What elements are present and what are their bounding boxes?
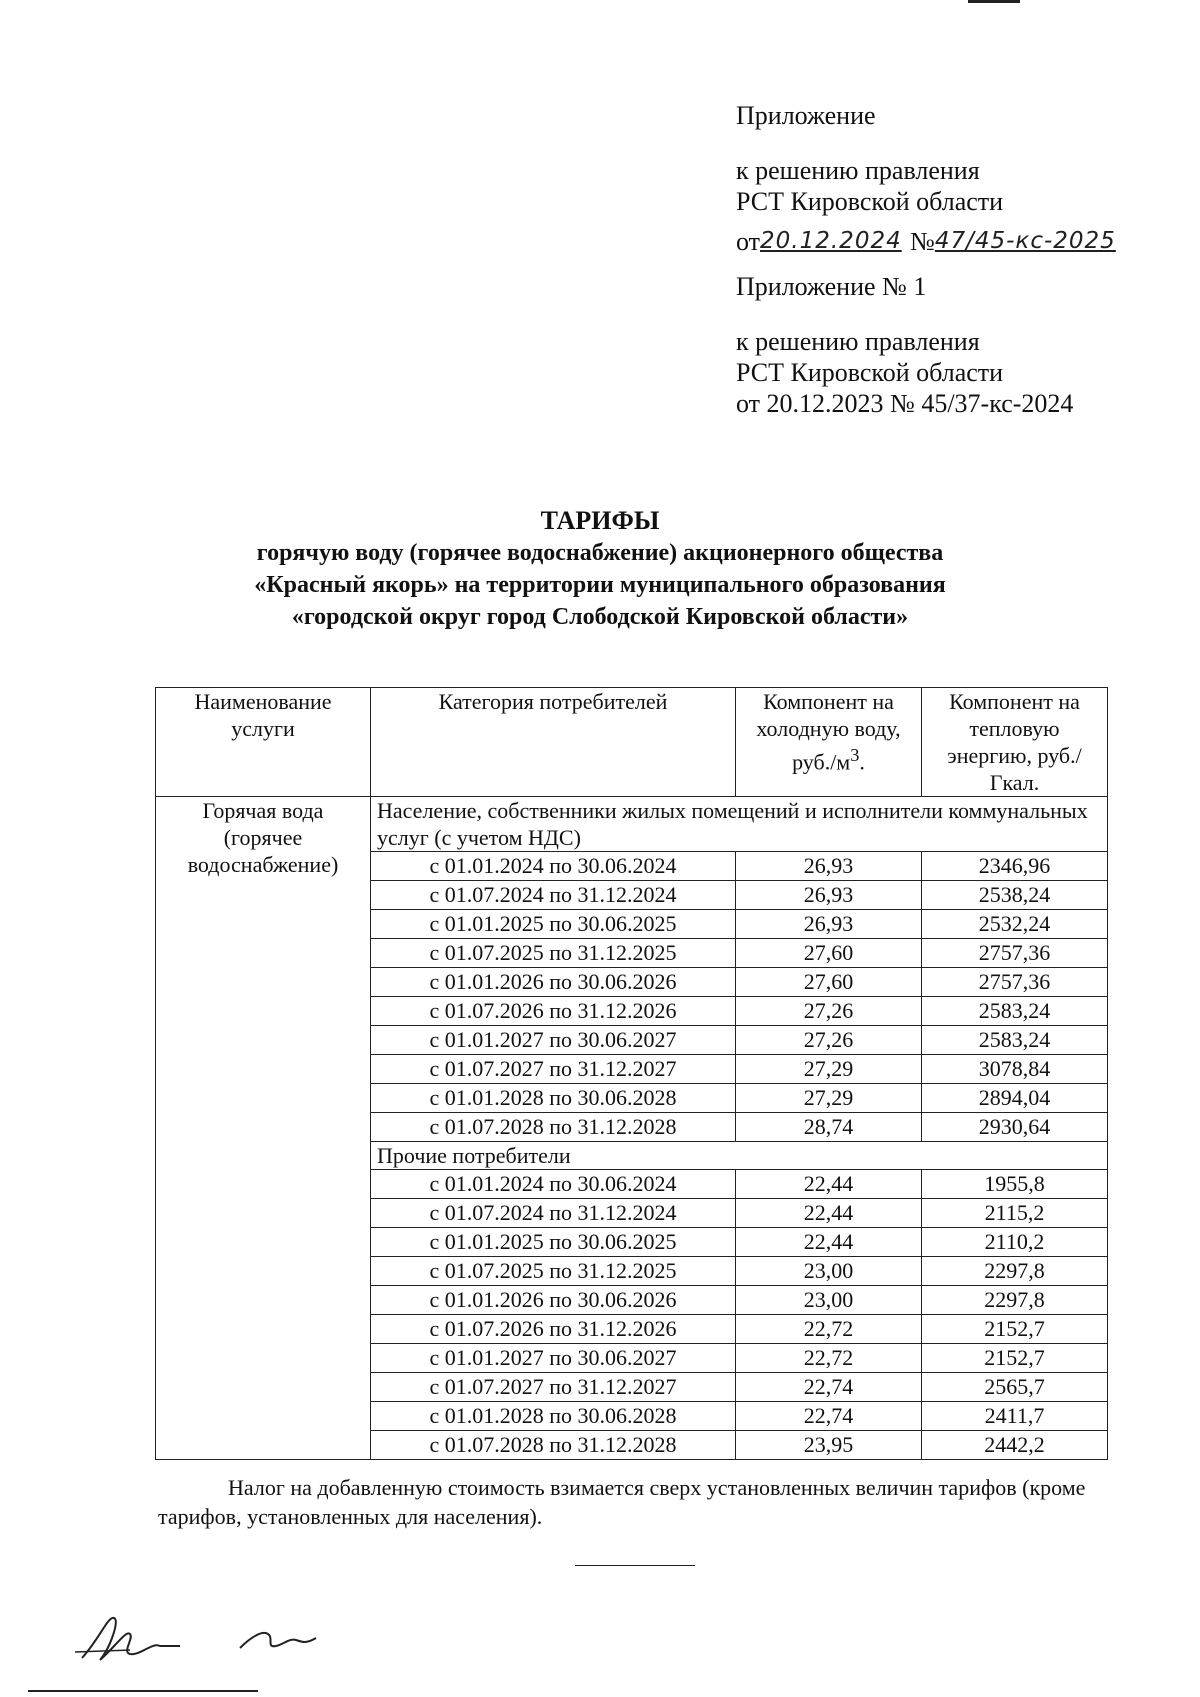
cold-water-value: 26,93 (736, 881, 922, 910)
cold-water-value: 27,60 (736, 939, 922, 968)
heat-energy-value: 2583,24 (922, 997, 1108, 1026)
heat-energy-value: 2152,7 (922, 1315, 1108, 1344)
period-cell: с 01.01.2027 по 30.06.2027 (371, 1344, 736, 1373)
cold-water-value: 23,00 (736, 1257, 922, 1286)
heat-energy-value: 2411,7 (922, 1402, 1108, 1431)
heat-energy-value: 2930,64 (922, 1113, 1108, 1142)
number-sign: № (910, 227, 935, 256)
vat-note (158, 1473, 1103, 1531)
header-service: Наименование услуги (156, 688, 371, 797)
authority-line: РСТ Кировской области (736, 187, 1004, 216)
cold-water-value: 26,93 (736, 852, 922, 881)
heat-energy-value: 2297,8 (922, 1286, 1108, 1315)
heat-energy-value: 2757,36 (922, 968, 1108, 997)
cold-water-value: 27,26 (736, 997, 922, 1026)
period-cell: с 01.07.2025 по 31.12.2025 (371, 1257, 736, 1286)
end-separator (575, 1565, 695, 1566)
cold-water-value: 22,44 (736, 1199, 922, 1228)
period-cell: с 01.07.2026 по 31.12.2026 (371, 1315, 736, 1344)
bottom-edge-line (28, 1690, 258, 1692)
document-title (140, 505, 1060, 633)
heat-energy-value: 2442,2 (922, 1431, 1108, 1460)
cold-water-value: 22,44 (736, 1170, 922, 1199)
heat-energy-value: 2115,2 (922, 1199, 1108, 1228)
consumer-group-label: Население, собственники жилых помещений и исполнители коммунальных услуг (с учетом НДС) (371, 797, 1108, 852)
period-cell: с 01.01.2028 по 30.06.2028 (371, 1084, 736, 1113)
appendix-header (736, 100, 1156, 419)
heat-energy-value: 2757,36 (922, 939, 1108, 968)
period-cell: с 01.07.2024 по 31.12.2024 (371, 881, 736, 910)
heat-energy-value: 2894,04 (922, 1084, 1108, 1113)
tariff-table (155, 687, 1108, 1460)
heat-energy-value: 2565,7 (922, 1373, 1108, 1402)
period-cell: с 01.07.2028 по 31.12.2028 (371, 1113, 736, 1142)
period-cell: с 01.01.2025 по 30.06.2025 (371, 910, 736, 939)
title-line-1: горячую воду (горячее водоснабжение) акционерного общества (256, 540, 944, 566)
cold-water-value: 26,93 (736, 910, 922, 939)
signature (70, 1608, 370, 1668)
cold-water-value: 27,26 (736, 1026, 922, 1055)
header-category: Категория потребителей (371, 688, 736, 797)
heat-energy-value: 2297,8 (922, 1257, 1108, 1286)
header-heat-energy: Компонент на тепловую энергию, руб./Гкал. (922, 688, 1108, 797)
cold-water-value: 22,74 (736, 1373, 922, 1402)
period-cell: с 01.01.2024 по 30.06.2024 (371, 852, 736, 881)
heat-energy-value: 2538,24 (922, 881, 1108, 910)
period-cell: с 01.01.2026 по 30.06.2026 (371, 968, 736, 997)
appendix-1-label: Приложение № 1 (736, 272, 927, 301)
period-cell: с 01.07.2025 по 31.12.2025 (371, 939, 736, 968)
service-name-cell: Горячая вода (горячее водоснабжение) (156, 797, 371, 1460)
heat-energy-value: 2346,96 (922, 852, 1108, 881)
appendix-label: Приложение (736, 101, 876, 130)
header-cold-period: . (859, 749, 865, 775)
cold-water-value: 22,72 (736, 1315, 922, 1344)
authority-line-2: РСТ Кировской области (736, 358, 1004, 387)
title-line-2: «Красный якорь» на территории муниципального образования (254, 572, 946, 598)
cold-water-value: 22,44 (736, 1228, 922, 1257)
cold-water-value: 23,00 (736, 1286, 922, 1315)
date-prefix: от (736, 227, 761, 256)
heat-energy-value: 2583,24 (922, 1026, 1108, 1055)
period-cell: с 01.01.2026 по 30.06.2026 (371, 1286, 736, 1315)
cold-water-value: 22,72 (736, 1344, 922, 1373)
cold-water-value: 27,29 (736, 1084, 922, 1113)
heat-energy-value: 2532,24 (922, 910, 1108, 939)
period-cell: с 01.01.2028 по 30.06.2028 (371, 1402, 736, 1431)
heat-energy-value: 1955,8 (922, 1170, 1108, 1199)
header-cold-water (736, 688, 922, 797)
period-cell: с 01.07.2024 по 31.12.2024 (371, 1199, 736, 1228)
group-row (156, 797, 1108, 852)
consumer-group-label: Прочие потребители (371, 1142, 1108, 1170)
vat-note-text: Налог на добавленную стоимость взимается сверх установленных величин тарифов (кроме тарифов, установленных для населения). (158, 1475, 1086, 1529)
period-cell: с 01.07.2028 по 31.12.2028 (371, 1431, 736, 1460)
period-cell: с 01.07.2027 по 31.12.2027 (371, 1373, 736, 1402)
period-cell: с 01.01.2024 по 30.06.2024 (371, 1170, 736, 1199)
header-cold-text: Компонент на холодную воду, руб./м (756, 689, 901, 775)
original-decision-date: от 20.12.2023 № 45/37-кс-2024 (736, 389, 1074, 418)
period-cell: с 01.07.2027 по 31.12.2027 (371, 1055, 736, 1084)
cold-water-value: 28,74 (736, 1113, 922, 1142)
period-cell: с 01.07.2026 по 31.12.2026 (371, 997, 736, 1026)
top-edge-mark (968, 0, 1020, 3)
period-cell: с 01.01.2027 по 30.06.2027 (371, 1026, 736, 1055)
decision-ref-line-2: к решению правления (736, 327, 980, 356)
title-main: ТАРИФЫ (540, 506, 660, 535)
decision-ref-line: к решению правления (736, 156, 980, 185)
handwritten-decision-number: 47/45-кс-2025 (934, 228, 1116, 254)
cold-water-value: 22,74 (736, 1402, 922, 1431)
period-cell: с 01.01.2025 по 30.06.2025 (371, 1228, 736, 1257)
heat-energy-value: 2110,2 (922, 1228, 1108, 1257)
title-line-3: «городской округ город Слободской Кировской области» (291, 604, 909, 630)
heat-energy-value: 2152,7 (922, 1344, 1108, 1373)
handwritten-date-line (736, 217, 1156, 257)
cold-water-value: 27,60 (736, 968, 922, 997)
header-cold-superscript: 3 (850, 745, 860, 765)
handwritten-date: 20.12.2024 (760, 228, 902, 254)
table-header-row (156, 688, 1108, 797)
cold-water-value: 27,29 (736, 1055, 922, 1084)
heat-energy-value: 3078,84 (922, 1055, 1108, 1084)
cold-water-value: 23,95 (736, 1431, 922, 1460)
